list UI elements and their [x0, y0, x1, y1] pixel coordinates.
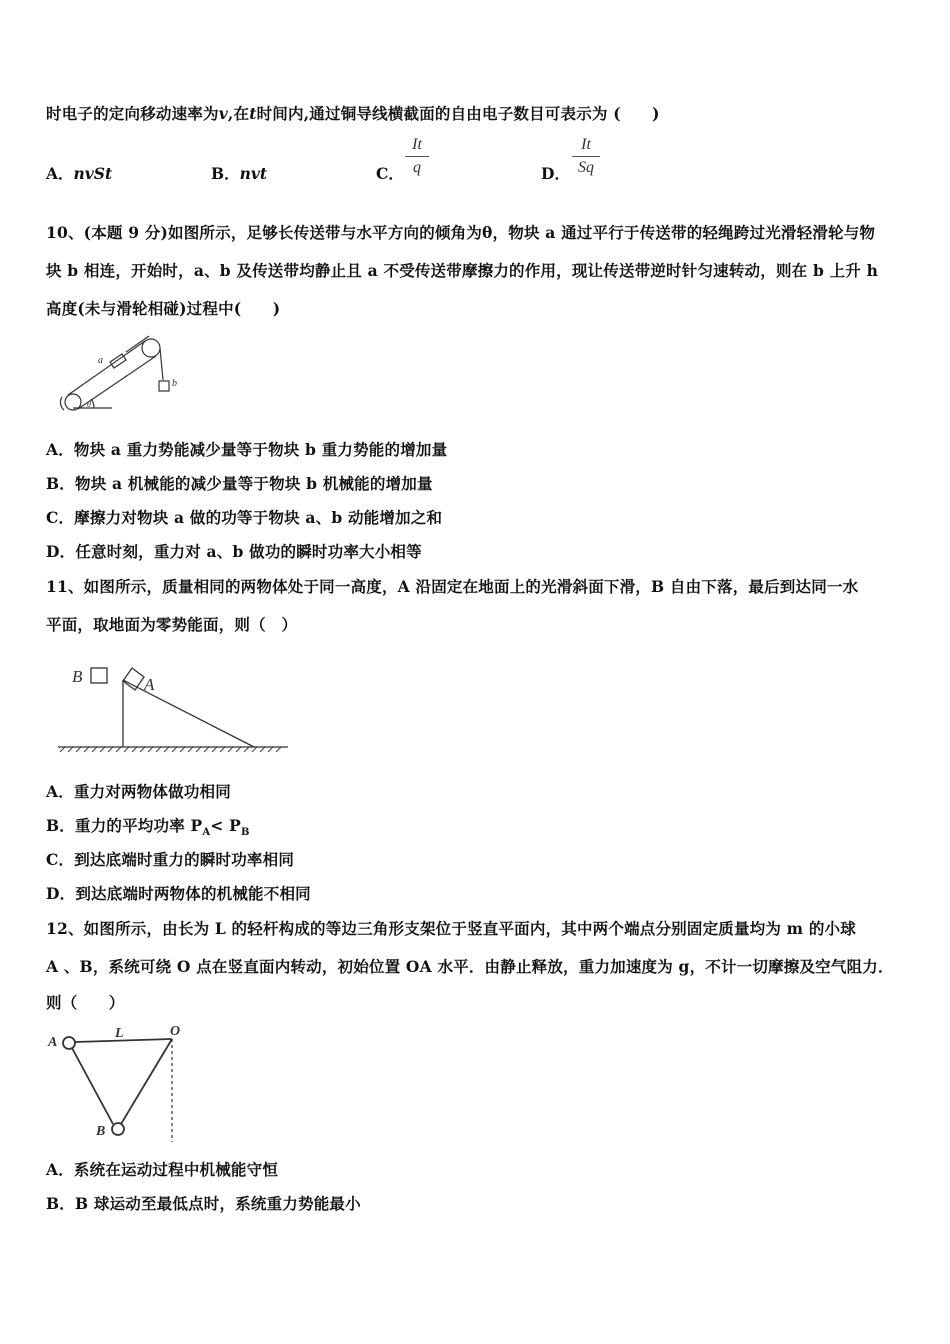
q11-incline-figure — [56, 660, 292, 760]
q9-option-c-fraction — [405, 136, 429, 177]
q9-stem-v: v — [218, 104, 228, 123]
q12-line-2: A 、B，系统可绕 O 点在竖直面内转动，初始位置 OA 水平．由静止释放，重力加速度为 g，不计一切摩擦及空气阻力． — [46, 957, 894, 976]
q10-option-d: D．任意时刻，重力对 a、b 做功的瞬时功率大小相等 — [46, 542, 422, 561]
block-A — [123, 668, 144, 690]
rod-OB — [121, 1039, 172, 1124]
q11-option-b-text: B．重力的平均功率 P — [46, 816, 203, 835]
label-a: a — [98, 355, 103, 366]
q9-option-a — [46, 162, 112, 184]
rope-b — [160, 348, 163, 380]
q9-stem-b: ,在 — [227, 104, 250, 123]
incline-slope — [123, 680, 254, 747]
ball-B — [112, 1123, 124, 1135]
q9-option-c-label: C． — [376, 164, 404, 183]
q9-option-b-label: B． — [211, 164, 240, 183]
q11-option-b-sub-b: B — [240, 827, 250, 839]
q11-option-c: C．到达底端时重力的瞬时功率相同 — [46, 850, 295, 869]
q12-option-a: A．系统在运动过程中机械能守恒 — [46, 1160, 279, 1179]
q11-line-2: 平面，取地面为零势能面，则（ ） — [46, 615, 298, 634]
label-B: B — [96, 1124, 106, 1139]
q12-line-1: 12、如图所示，由长为 L 的轻杆构成的等边三角形支架位于竖直平面内，其中两个端点分别固定质量均为 m 的小球 — [46, 919, 856, 938]
block-B — [91, 668, 107, 683]
q9-option-c-numerator: It — [405, 136, 429, 157]
q9-stem-a: 时电子的定向移动速率为 — [46, 104, 219, 123]
label-b: b — [172, 378, 177, 389]
label-O: O — [170, 1024, 181, 1039]
q9-option-b — [211, 162, 267, 184]
q9-option-d-fraction — [572, 136, 600, 177]
q10-line-3: 高度(未与滑轮相碰)过程中( ) — [46, 299, 281, 318]
q10-option-b: B．物块 a 机械能的减少量等于物块 b 机械能的增加量 — [46, 474, 433, 493]
theta-arc — [91, 399, 94, 408]
label-theta: θ — [87, 400, 91, 409]
q11-option-b — [46, 814, 250, 838]
q11-line-1: 11、如图所示，质量相同的两物体处于同一高度，A 沿固定在地面上的光滑斜面下滑，B 自由下落，最后到达同一水 — [46, 577, 859, 596]
rope-a — [126, 336, 149, 352]
q10-option-a: A．物块 a 重力势能减少量等于物块 b 重力势能的增加量 — [46, 440, 448, 459]
rotation-arc — [60, 397, 64, 410]
q9-option-d-label: D． — [541, 164, 570, 183]
q11-option-b-mid: < P — [210, 816, 241, 835]
q11-option-b-sub-a: A — [202, 827, 211, 839]
q9-stem-c: 时间内,通过铜导线横截面的自由电子数目可表示为 ( ) — [256, 104, 660, 123]
ground-hatch — [60, 747, 281, 752]
q9-option-b-text: nvt — [239, 164, 268, 183]
q12-triangle-figure — [44, 1020, 194, 1145]
ball-A — [63, 1037, 75, 1049]
q11-option-d: D．到达底端时两物体的机械能不相同 — [46, 884, 311, 903]
q12-option-b: B．B 球运动至最低点时，系统重力势能最小 — [46, 1194, 361, 1213]
label-A: A — [48, 1035, 58, 1050]
q10-conveyor-figure — [52, 323, 197, 415]
q9-option-d-denominator: Sq — [578, 159, 594, 176]
q12-line-3: 则（ ） — [46, 993, 125, 1012]
q9-option-c-denominator: q — [413, 159, 421, 176]
block-b — [159, 381, 169, 391]
q10-option-c: C．摩擦力对物块 a 做的功等于物块 a、b 动能增加之和 — [46, 508, 443, 527]
belt-top — [68, 341, 145, 395]
label-A: A — [144, 675, 155, 694]
rod-AB — [72, 1048, 113, 1124]
q10-line-2: 块 b 相连，开始时，a、b 及传送带均静止且 a 不受传送带摩擦力的作用，现让传送带逆时针匀速转动，则在 b 上升 h — [46, 261, 879, 280]
q9-stem-t: t — [249, 104, 257, 123]
q11-option-a: A．重力对两物体做功相同 — [46, 782, 231, 801]
label-B: B — [72, 667, 83, 686]
block-a — [110, 354, 126, 368]
q9-option-a-label: A． — [46, 164, 74, 183]
q9-option-a-text: nvSt — [73, 164, 113, 183]
label-L: L — [115, 1026, 124, 1041]
q10-line-1: 10、(本题 9 分)如图所示，足够长传送带与水平方向的倾角为θ，物块 a 通过平行于传送带的轻绳跨过光滑轻滑轮与物 — [46, 223, 876, 242]
q9-option-d-numerator: It — [572, 136, 600, 157]
q9-stem — [46, 102, 660, 124]
